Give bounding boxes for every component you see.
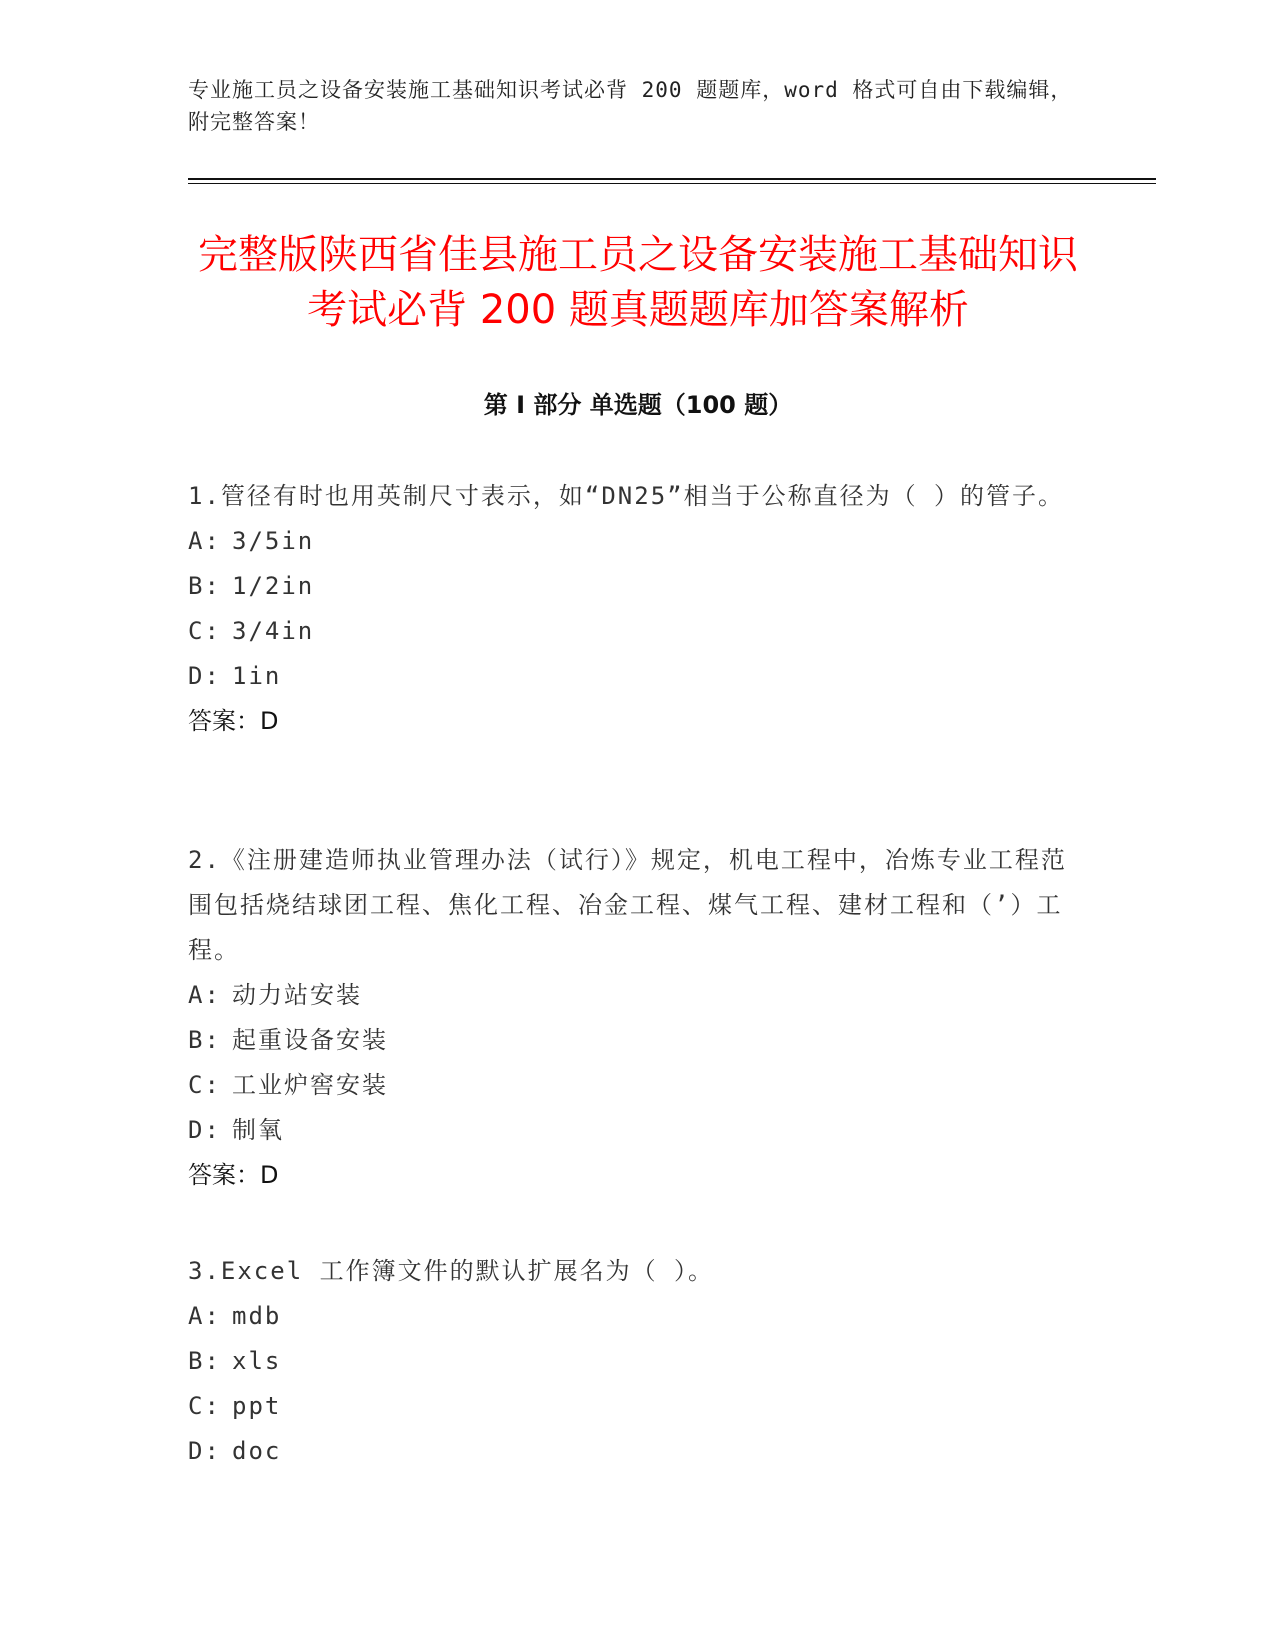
option-text: 制氧 xyxy=(232,1116,284,1144)
option-text: doc xyxy=(232,1437,282,1465)
option-d xyxy=(188,654,1088,699)
section-title: 第 I 部分 单选题（100 题） xyxy=(483,391,793,419)
option-key: D: xyxy=(188,1437,221,1465)
option-b xyxy=(188,564,1088,609)
option-key: D: xyxy=(188,662,221,690)
option-key: B: xyxy=(188,572,221,600)
option-key: B: xyxy=(188,1347,221,1375)
option-text: 1in xyxy=(232,662,282,690)
option-text: 工业炉窖安装 xyxy=(232,1071,388,1099)
option-text: xls xyxy=(232,1347,282,1375)
option-text: 1/2in xyxy=(232,572,315,600)
question-1 xyxy=(188,474,1088,744)
option-c xyxy=(188,1063,1088,1108)
question-stem: 2.《注册建造师执业管理办法（试行）》规定，机电工程中，冶炼专业工程范围包括烧结球团工程、焦化工程、冶金工程、煤气工程、建材工程和（’）工程。 xyxy=(188,846,1067,964)
option-key: A: xyxy=(188,527,221,555)
option-a xyxy=(188,519,1088,564)
header-note: 专业施工员之设备安装施工基础知识考试必背 200 题题库，word 格式可自由下载编辑，附完整答案！ xyxy=(188,78,1073,134)
option-key: B: xyxy=(188,1026,221,1054)
option-c xyxy=(188,609,1088,654)
header-divider-thin xyxy=(188,183,1156,184)
header-divider-thick xyxy=(188,178,1156,180)
document-title: 完整版陕西省佳县施工员之设备安装施工基础知识考试必背 200 题真题题库加答案解析 xyxy=(198,232,1078,333)
option-key: C: xyxy=(188,617,221,645)
option-text: 动力站安装 xyxy=(232,981,362,1009)
option-key: A: xyxy=(188,1302,221,1330)
option-text: mdb xyxy=(232,1302,282,1330)
option-a xyxy=(188,1294,1088,1339)
answer-line: 答案：D xyxy=(188,1161,279,1189)
question-2 xyxy=(188,838,1088,1198)
option-b xyxy=(188,1018,1088,1063)
option-text: 3/5in xyxy=(232,527,315,555)
option-text: 3/4in xyxy=(232,617,315,645)
question-stem: 1.管径有时也用英制尺寸表示，如“DN25”相当于公称直径为（ ）的管子。 xyxy=(188,482,1065,510)
option-key: C: xyxy=(188,1071,221,1099)
question-3 xyxy=(188,1249,1088,1474)
answer-line: 答案：D xyxy=(188,707,279,735)
option-key: C: xyxy=(188,1392,221,1420)
option-d xyxy=(188,1108,1088,1153)
option-d xyxy=(188,1429,1088,1474)
option-a xyxy=(188,973,1088,1018)
option-text: 起重设备安装 xyxy=(232,1026,388,1054)
option-key: D: xyxy=(188,1116,221,1144)
option-key: A: xyxy=(188,981,221,1009)
option-c xyxy=(188,1384,1088,1429)
option-b xyxy=(188,1339,1088,1384)
option-text: ppt xyxy=(232,1392,282,1420)
question-stem: 3.Excel 工作簿文件的默认扩展名为（ ）。 xyxy=(188,1257,715,1285)
